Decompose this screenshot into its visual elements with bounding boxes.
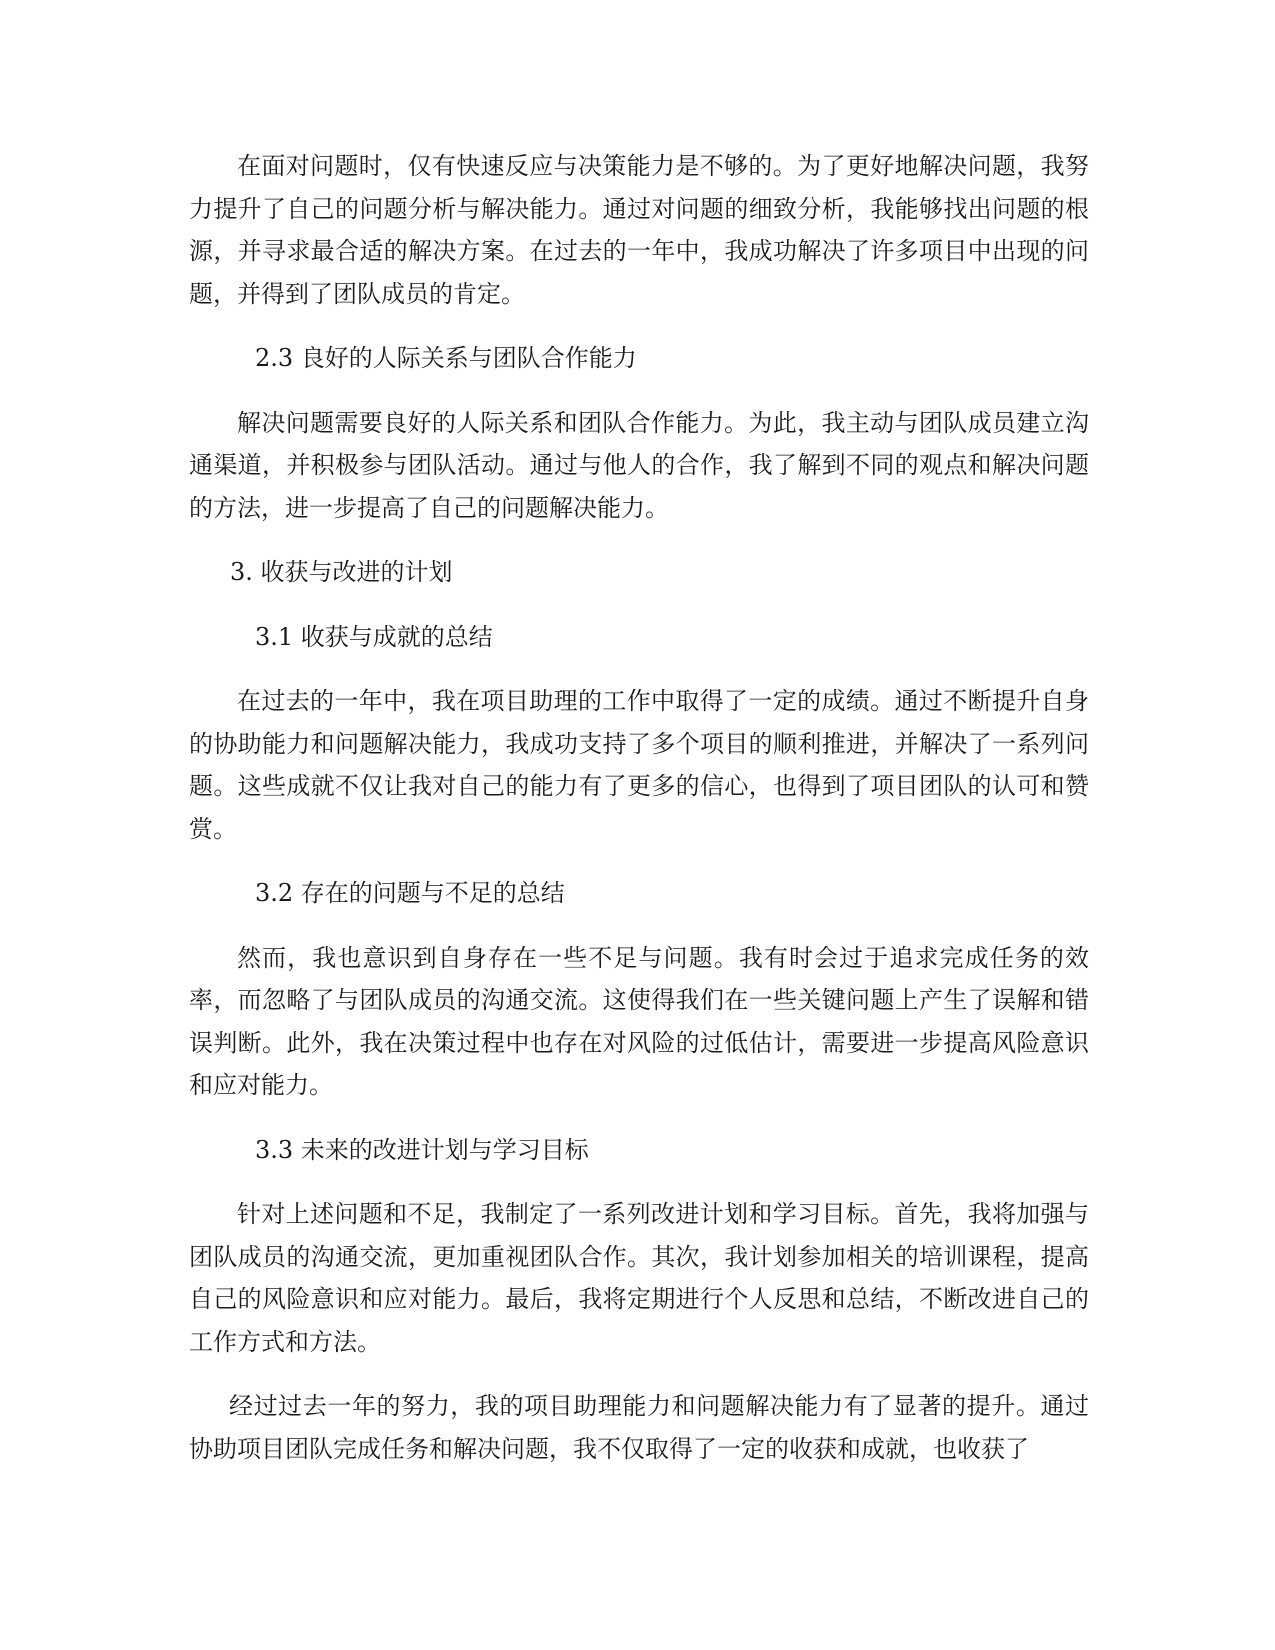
paragraph-teamwork: 解决问题需要良好的人际关系和团队合作能力。为此，我主动与团队成员建立沟通渠道，并积极参与团队活动。通过与他人的合作，我了解到不同的观点和解决问题的方法，进一步提高了自己的问题解决能力。 (189, 408, 1089, 522)
paragraph-conclusion: 经过过去一年的努力，我的项目助理能力和问题解决能力有了显著的提升。通过协助项目团队完成任务和解决问题，我不仅取得了一定的收获和成就，也收获了 (189, 1392, 1089, 1463)
paragraph-achievements: 在过去的一年中，我在项目助理的工作中取得了一定的成绩。通过不断提升自身的协助能力和问题解决能力，我成功支持了多个项目的顺利推进，并解决了一系列问题。这些成就不仅让我对自己的能力有了更多的信心，也得到了项目团队的认可和赞赏。 (189, 687, 1089, 843)
heading-3-2: 3.2 存在的问题与不足的总结 (255, 879, 565, 907)
document-body (189, 145, 1089, 1492)
heading-2-3: 2.3 良好的人际关系与团队合作能力 (255, 344, 637, 372)
paragraph-shortcomings: 然而，我也意识到自身存在一些不足与问题。我有时会过于追求完成任务的效率，而忽略了与团队成员的沟通交流。这使得我们在一些关键问题上产生了误解和错误判断。此外，我在决策过程中也存在对风险的过低估计，需要进一步提高风险意识和应对能力。 (189, 943, 1089, 1099)
paragraph-problem-analysis: 在面对问题时，仅有快速反应与决策能力是不够的。为了更好地解决问题，我努力提升了自己的问题分析与解决能力。通过对问题的细致分析，我能够找出问题的根源，并寻求最合适的解决方案。在过去的一年中，我成功解决了许多项目中出现的问题，并得到了团队成员的肯定。 (189, 152, 1089, 308)
paragraph-improvement-plan: 针对上述问题和不足，我制定了一系列改进计划和学习目标。首先，我将加强与团队成员的沟通交流，更加重视团队合作。其次，我计划参加相关的培训课程，提高自己的风险意识和应对能力。最后，我将定期进行个人反思和总结，不断改进自己的工作方式和方法。 (189, 1200, 1089, 1356)
heading-3: 3. 收获与改进的计划 (230, 558, 453, 586)
heading-3-1: 3.1 收获与成就的总结 (255, 622, 493, 651)
heading-3-3: 3.3 未来的改进计划与学习目标 (255, 1135, 589, 1164)
